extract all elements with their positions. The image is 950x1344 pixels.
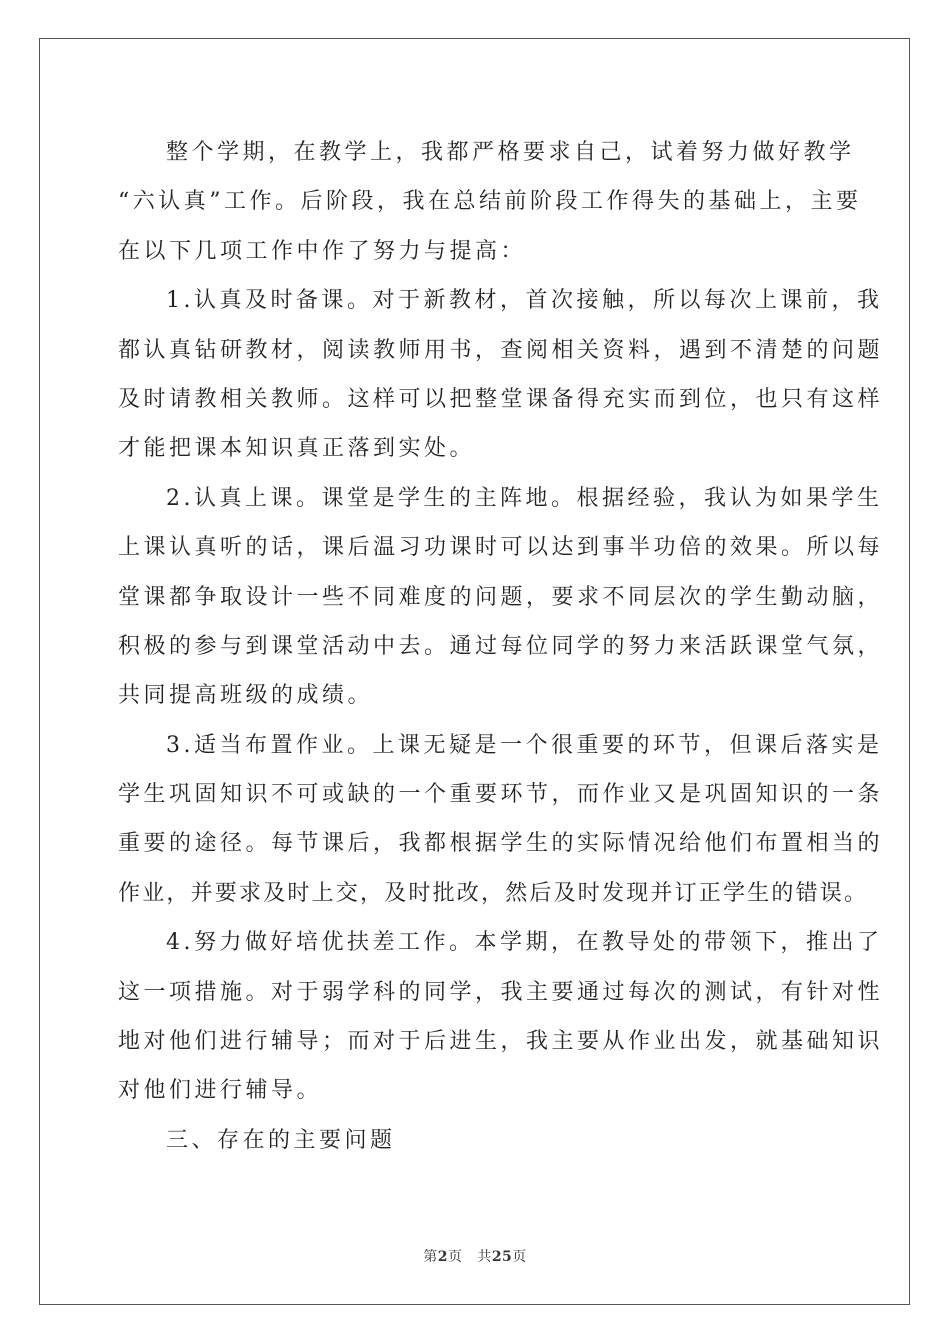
paragraph-line: 1.认真及时备课。对于新教材，首次接触，所以每次上课前，我 [166,288,883,314]
paragraph-line: 3.适当布置作业。上课无疑是一个很重要的环节，但课后落实是 [166,732,883,758]
paragraph-line: 对他们进行辅导。 [118,1078,323,1104]
paragraph-line: 地对他们进行辅导；而对于后进生，我主要从作业出发，就基础知识 [118,1029,884,1055]
paragraph-line: 重要的途径。每节课后，我都根据学生的实际情况给他们布置相当的 [118,831,884,857]
paragraph-line: 这一项措施。对于弱学科的同学，我主要通过每次的测试，有针对性 [118,979,884,1005]
paragraph-line: 共同提高班级的成绩。 [118,683,374,709]
paragraph-line: 在以下几项工作中作了努力与提高： [118,238,527,264]
paragraph-line: 都认真钻研教材，阅读教师用书，查阅相关资料，遇到不清楚的问题 [118,337,884,363]
paragraph-line: 及时请教相关教师。这样可以把整堂课备得充实而到位，也只有这样 [118,386,884,412]
footer-page-suffix: 页 [447,1249,463,1265]
page-footer [0,1246,950,1266]
paragraph-line: “六认真”工作。后阶段，我在总结前阶段工作得失的基础上，主要 [118,189,862,215]
footer-total-suffix: 页 [512,1249,527,1265]
footer-total-prefix: 共 [477,1249,492,1265]
paragraph-line: 2.认真上课。课堂是学生的主阵地。根据经验，我认为如果学生 [166,485,883,511]
paragraph-line: 上课认真听的话，课后温习功课时可以达到事半功倍的效果。所以每 [118,535,884,561]
paragraph-line: 学生巩固知识不可或缺的一个重要环节，而作业又是巩固知识的一条 [118,782,884,808]
paragraph-line: 积极的参与到课堂活动中去。通过每位同学的努力来活跃课堂气氛， [118,633,884,659]
footer-total-pages: 25 [491,1249,513,1265]
paragraph-line: 作业，并要求及时上交，及时批改，然后及时发现并订正学生的错误。 [118,880,869,906]
section-heading: 三、存在的主要问题 [166,1127,396,1153]
document-body [118,128,884,1165]
paragraph-line: 堂课都争取设计一些不同难度的问题，要求不同层次的学生勤动脑， [118,584,884,610]
paragraph-line: 4.努力做好培优扶差工作。本学期，在教导处的带领下，推出了 [166,930,883,956]
footer-page-number: 2 [437,1249,448,1265]
paragraph-line: 整个学期，在教学上，我都严格要求自己，试着努力做好教学 [166,140,855,165]
footer-page-prefix: 第 [423,1249,438,1265]
paragraph-line: 才能把课本知识真正落到实处。 [118,436,476,462]
